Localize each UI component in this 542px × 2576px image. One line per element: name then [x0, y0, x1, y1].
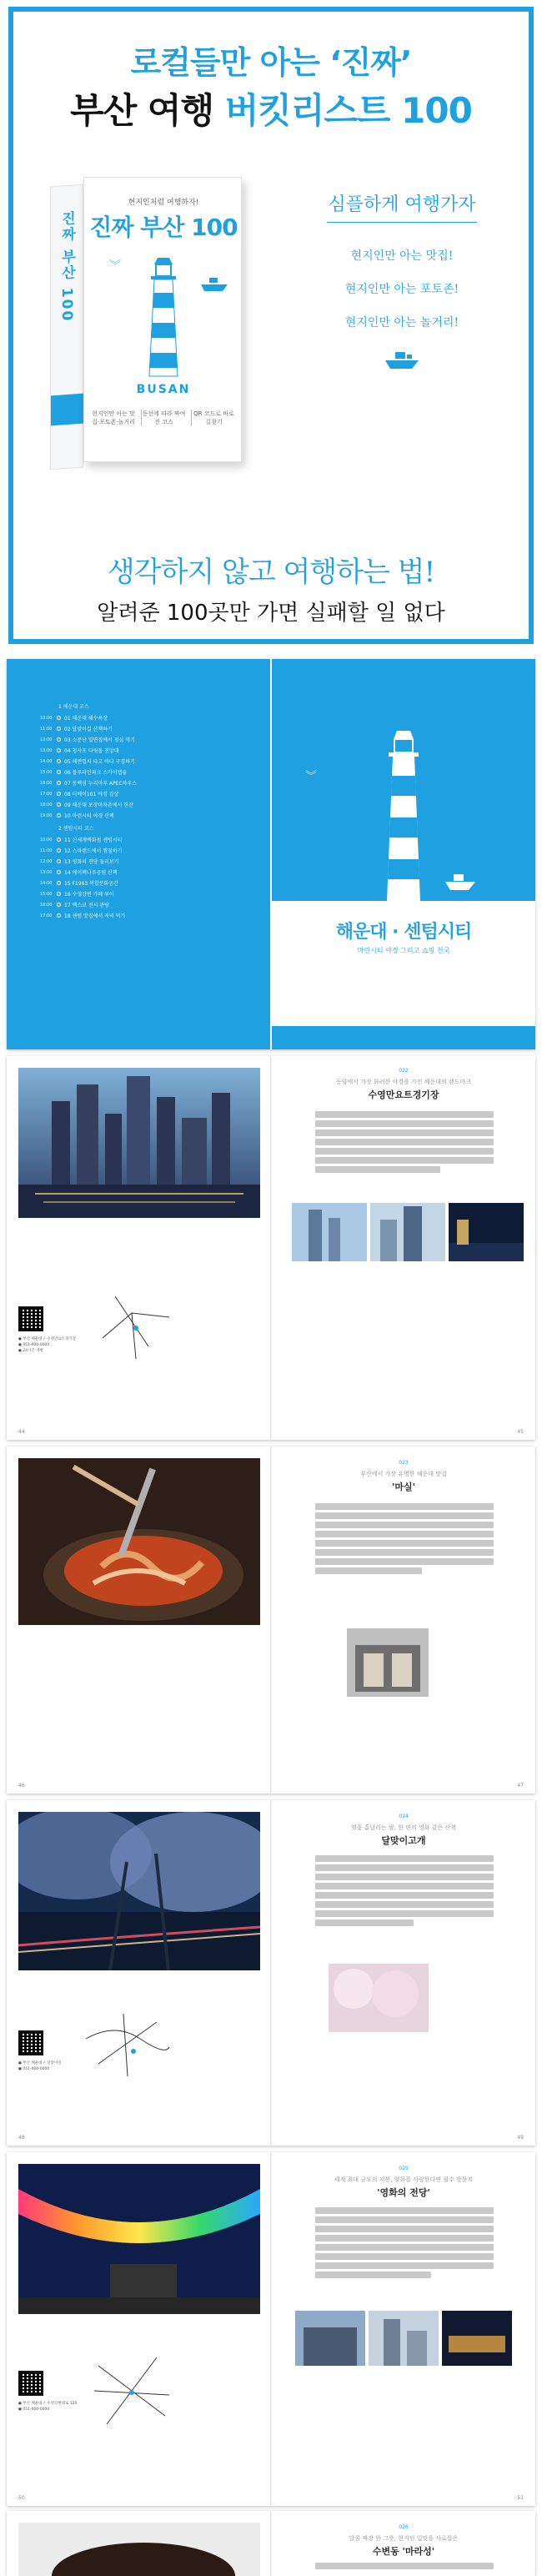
gutter: [270, 2511, 272, 2576]
entry-title: '마실': [392, 1482, 415, 1492]
toc-item[interactable]: [40, 810, 248, 821]
page-number: 46: [18, 1783, 25, 1789]
building-photo: [370, 1203, 445, 1261]
cherry-blossom-night-photo: [18, 1812, 260, 1970]
entry-subtitle: 달콤 짜장 한 그릇, 현지인 입맛을 사로잡은: [349, 2535, 459, 2542]
location-map: [98, 1288, 173, 1363]
toc-cover-page: [272, 659, 535, 1049]
toc-item-label: 17 벡스코 전시 관람: [64, 903, 109, 908]
toc-item[interactable]: [40, 767, 248, 777]
entry-subtitle: 벚꽃 흩날리는 밤, 한 편의 영화 같은 산책: [351, 1824, 456, 1831]
bullet-icon: [57, 848, 61, 853]
qr-code[interactable]: [18, 1306, 43, 1331]
toc-item[interactable]: [40, 888, 248, 899]
toc-subtitle: 마린시티 야경 그리고 쇼핑 천국: [357, 947, 450, 954]
book-spine: [50, 184, 83, 470]
toc-item-time: 13:00: [40, 747, 53, 753]
toc-list: [40, 699, 248, 921]
page-number: 49: [517, 2135, 524, 2141]
toc-item[interactable]: [40, 899, 248, 910]
photo-strip: [295, 2311, 512, 2366]
bullet-icon: [57, 727, 61, 731]
hero-section: [0, 0, 542, 651]
building-photo: [295, 2311, 365, 2366]
entry-number: 022: [399, 1068, 409, 1074]
hero-bottom-headline: 생각하지 않고 여행하는 법!: [107, 556, 435, 589]
page-number: 51: [517, 2495, 524, 2501]
bullet-icon: [57, 881, 61, 885]
entry-body: [315, 1855, 494, 1929]
hero-bottom-subline: 알려준 100곳만 가면 실패할 일 없다: [97, 601, 445, 626]
ship-icon: [199, 276, 229, 293]
building-photo: [369, 2311, 439, 2366]
toc-item-label: 12 스파랜드에서 찜질하기: [64, 848, 123, 854]
entry-body: [315, 2207, 494, 2281]
toc-item[interactable]: [40, 777, 248, 788]
toc-item-time: 14:00: [40, 880, 53, 886]
book-brand: BUSAN: [136, 383, 191, 396]
hero-title-line2: [0, 83, 542, 133]
ship-icon: [444, 873, 477, 891]
toc-item-label: 06 블루라인파크 스카이캡슐: [64, 770, 128, 776]
chevron-down-icon: ︾: [109, 259, 121, 273]
page-number: 48: [18, 2135, 25, 2141]
blossom-photo: [329, 1964, 429, 2032]
toc-item-label: 01 해운대 해수욕장: [64, 716, 108, 722]
place-info: ● 부산 해운대구 수영강변대로 120 ● 051-000-0000: [18, 2402, 78, 2412]
toc-item-time: 10:00: [40, 715, 53, 721]
toc-item-time: 13:00: [40, 869, 53, 875]
page-number: 50: [18, 2495, 25, 2501]
entry-body: [315, 1111, 494, 1175]
book-feature: 동선에 따라 짜여진 코스: [142, 410, 186, 425]
toc-item-time: 18:00: [40, 802, 53, 808]
toc-item-time: 17:00: [40, 913, 53, 918]
toc-item[interactable]: [40, 788, 248, 799]
location-map: [90, 2349, 173, 2433]
spread-2: [7, 1446, 535, 1794]
toc-item-label: 04 청사포 다릿돌 전망대: [64, 748, 119, 754]
toc-section-heading: 2 센텀시티 코스: [58, 826, 94, 832]
toc-item-label: 15 F1963 복합문화공간: [64, 881, 118, 887]
book-cover: [50, 177, 242, 470]
hero-title-highlight: 버킷리스트 100: [224, 90, 472, 131]
lighthouse-icon: [370, 726, 437, 901]
spread-4: [7, 2152, 535, 2506]
cinema-roof-photo: [18, 2164, 260, 2314]
toc-item-label: 03 소문난 밀면집에서 점심 먹기: [64, 737, 135, 743]
bullet-icon: [57, 903, 61, 907]
toc-item-label: 10 마린시티 야경 산책: [64, 813, 114, 819]
entry-body: [315, 1503, 494, 1577]
toc-item-label: 11 신세계백화점 센텀시티: [64, 838, 123, 843]
divider: [327, 222, 477, 223]
entry-number: 025: [399, 2166, 409, 2171]
restaurant-exterior-photo: [347, 1628, 429, 1697]
toc-item-label: 05 해변열차 타고 바다 구경하기: [64, 759, 135, 765]
photo-strip: [329, 1964, 429, 2032]
gutter: [270, 1800, 272, 2146]
entry-number: 026: [399, 2524, 409, 2530]
bullet-icon: [57, 770, 61, 774]
qr-code[interactable]: [18, 2371, 43, 2396]
hero-right-item: 현지인만 아는 맛집!: [350, 249, 454, 263]
book-spine-band: [51, 394, 84, 426]
book-feature: 현지인만 아는 맛집·포토존·놀거리: [92, 410, 135, 425]
bullet-icon: [57, 759, 61, 763]
toc-item-time: 12:00: [40, 737, 53, 742]
toc-item[interactable]: [40, 799, 248, 810]
spread-toc: [7, 659, 535, 1049]
book-front: [83, 177, 242, 462]
toc-item-time: 16:00: [40, 780, 53, 786]
gutter: [270, 2152, 272, 2506]
toc-item[interactable]: [40, 878, 248, 888]
entry-title: 수변동 '마라성': [372, 2546, 435, 2557]
bullet-icon: [57, 781, 61, 785]
bullet-icon: [57, 870, 61, 874]
photo-strip: [292, 1203, 524, 1261]
spread-3: [7, 1800, 535, 2146]
toc-item[interactable]: [40, 856, 248, 867]
toc-item-label: 18 센텀 맛집에서 저녁 먹기: [64, 913, 126, 919]
lighthouse-icon: [136, 253, 191, 378]
entry-subtitle: 동양에서 가장 화려한 야경을 가진 해운대의 랜드마크: [335, 1079, 472, 1085]
night-lights-photo: [442, 2311, 512, 2366]
hero-right-item: 현지인만 아는 놀거리!: [344, 316, 459, 330]
page-number: 47: [517, 1783, 524, 1789]
bullet-icon: [57, 838, 61, 842]
bullet-icon: [57, 802, 61, 807]
toc-item-time: 15:00: [40, 891, 53, 897]
toc-item-time: 10:00: [40, 837, 53, 843]
gutter: [270, 1446, 272, 1794]
building-photo: [292, 1203, 367, 1261]
book-spine-title: 진짜 부산 100: [58, 210, 75, 324]
entry-title: 달맞이고개: [381, 1835, 426, 1846]
place-info: ● 부산 해운대구 달맞이길 ● 051-000-0000: [18, 2061, 62, 2071]
spicy-octopus-photo: [18, 1458, 260, 1625]
toc-item[interactable]: [40, 845, 248, 856]
marina-night-photo: [18, 1068, 260, 1218]
entry-number: 023: [399, 1460, 409, 1466]
toc-item-time: 12:00: [40, 858, 53, 864]
entry-subtitle: 세계 최대 규모의 지붕, 영화를 사랑한다면 필수 방문지: [334, 2176, 474, 2183]
toc-item-time: 11:00: [40, 726, 53, 732]
toc-item[interactable]: [40, 723, 248, 734]
hero-title-line1: 로컬들만 아는 ‘진짜’: [130, 44, 412, 81]
book-features: [91, 410, 236, 426]
book-title: 진짜 부산 100: [89, 214, 238, 241]
photo-strip: [347, 1628, 429, 1697]
jjajang-photo: [18, 2523, 260, 2576]
toc-item-time: 19:00: [40, 813, 53, 818]
hero-right-title: 심플하게 여행가자: [328, 194, 476, 215]
toc-item-label: 09 해운대 포장마차촌에서 한잔: [64, 802, 133, 808]
bullet-icon: [57, 892, 61, 896]
toc-item-label: 08 더베이101 야경 감상: [64, 792, 119, 797]
toc-item-label: 13 영화의 전당 둘러보기: [64, 859, 119, 865]
qr-code[interactable]: [18, 2030, 43, 2055]
harbor-photo: [449, 1203, 524, 1261]
toc-item-label: 14 에이펙나루공원 산책: [64, 870, 118, 876]
bullet-icon: [57, 859, 61, 863]
toc-item[interactable]: [40, 756, 248, 767]
toc-page: [7, 659, 270, 1049]
spread-5: [7, 2511, 535, 2576]
toc-item-label: 16 수영강변 카페 투어: [64, 892, 114, 898]
page-number: 44: [18, 1429, 25, 1435]
toc-item-time: 15:00: [40, 769, 53, 775]
ship-icon: [384, 350, 420, 370]
toc-item[interactable]: [40, 734, 248, 745]
entry-number: 024: [399, 1814, 409, 1819]
toc-item-time: 14:00: [40, 758, 53, 764]
toc-item-time: 16:00: [40, 902, 53, 908]
entry-title: 수영만요트경기장: [368, 1089, 439, 1100]
book-tagline: 현지인처럼 여행하자!: [128, 199, 199, 207]
toc-item[interactable]: [40, 712, 248, 723]
toc-item-time: 17:00: [40, 791, 53, 797]
spread-1: [7, 1056, 535, 1440]
place-info: ● 부산 해운대구 수영만요트경기장 ● 051-000-0000 ● 24시간 개방: [18, 1337, 77, 1353]
entry-subtitle: 부산에서 가장 유명한 해운대 맛집: [360, 1471, 447, 1477]
location-map: [82, 2005, 173, 2080]
bullet-icon: [57, 913, 61, 918]
toc-item[interactable]: [40, 867, 248, 878]
bullet-icon: [57, 716, 61, 720]
page-number: 45: [517, 1429, 524, 1435]
toc-item[interactable]: [40, 745, 248, 756]
toc-title: 해운대 · 센텀시티: [335, 922, 472, 943]
gutter: [270, 1056, 272, 1440]
bullet-icon: [57, 737, 61, 742]
chevron-down-icon: ︾: [305, 770, 317, 783]
hero-right-item: 현지인만 아는 포토존!: [344, 283, 459, 296]
toc-section-heading: 1 해운대 코스: [58, 704, 89, 710]
bullet-icon: [57, 813, 61, 818]
entry-title: '영화의 전당': [377, 2187, 430, 2198]
bullet-icon: [57, 792, 61, 796]
toc-item[interactable]: [40, 834, 248, 845]
toc-item-label: 02 달맞이길 산책하기: [64, 727, 113, 732]
toc-item[interactable]: [40, 910, 248, 921]
toc-item-label: 07 동백섬 누리마루 APEC하우스: [64, 781, 138, 787]
toc-item-time: 11:00: [40, 848, 53, 853]
hero-title-prefix: 부산 여행: [70, 90, 214, 131]
bullet-icon: [57, 748, 61, 752]
entry-body: [315, 2563, 494, 2572]
book-feature: QR 코드로 바로 길찾기: [191, 410, 236, 426]
